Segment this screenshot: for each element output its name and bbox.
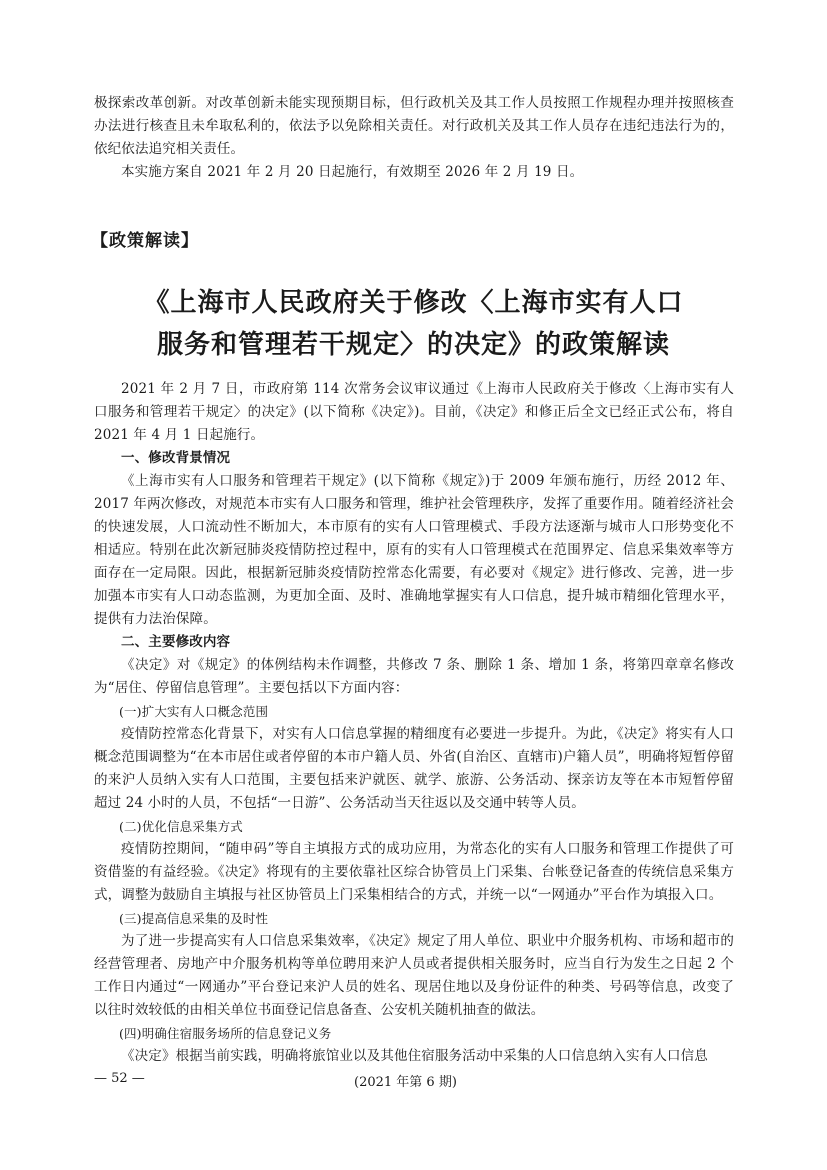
- article-body: [94, 378, 734, 1068]
- section-tag: 【政策解读】: [91, 231, 199, 251]
- issue-label: (2021 年第 6 期): [354, 1075, 457, 1090]
- paragraph-4: 《决定》根据当前实践，明确将旅馆业以及其他住宿服务活动中采集的人口信息纳入实有人口信息: [121, 1048, 708, 1064]
- content-intro-paragraph: 《决定》对《规定》的体例结构未作调整，共修改 7 条、删除 1 条、增加 1 条，将第四章章名修改为“居住、停留信息管理”。主要包括以下方面内容：: [94, 657, 734, 696]
- intro-paragraph: 2021 年 2 月 7 日，市政府第 114 次常务会议审议通过《上海市人民政府关于修改〈上海市实有人口服务和管理若干规定〉的决定》(以下简称《决定》)。目前，《决定》和修正后全文已经正式公布，将自 2021 年 4 月 1 日起施行。: [94, 381, 734, 443]
- title-line-2: 服务和管理若干规定〉的决定》的政策解读: [156, 330, 670, 360]
- article-title: [60, 282, 767, 366]
- continuation-text: [94, 92, 734, 184]
- subheading-3: (三)提高信息采集的及时性: [119, 911, 269, 926]
- page-number: — 52 —: [94, 1071, 145, 1086]
- subheading-1: (一)扩大实有人口概念范围: [119, 704, 269, 719]
- continuation-paragraph: 极探索改革创新。对改革创新未能实现预期目标，但行政机关及其工作人员按照工作规程办理并按照核查办法进行核查且未牟取私利的，依法予以免除相关责任。对行政机关及其工作人员存在违纪违法行为的，依纪依法追究相关责任。: [94, 95, 734, 157]
- paragraph-2: 疫情防控期间，“随申码”等自主填报方式的成功应用，为常态化的实有人口服务和管理工作提供了可资借鉴的有益经验。《决定》将现有的主要依靠社区综合协管员上门采集、台帐登记备查的传统信息采集方式，调整为鼓励自主填报与社区协管员上门采集相结合的方式，并统一以“一网通办”平台作为填报入口。: [94, 841, 734, 903]
- heading-content: 二、主要修改内容: [121, 634, 231, 650]
- paragraph-1: 疫情防控常态化背景下，对实有人口信息掌握的精细度有必要进一步提升。为此，《决定》将实有人口概念范围调整为“在本市居住或者停留的本市户籍人员、外省(自治区、直辖市)户籍人员”，明确将短暂停留的来沪人员纳入实有人口范围，主要包括来沪就医、就学、旅游、公务活动、探亲访友等在本市短暂停留超过 24 小时的人员，不包括“一日游”、公务活动当天往返以及交通中转等人员。: [94, 726, 734, 811]
- heading-background: 一、修改背景情况: [121, 450, 231, 466]
- paragraph-3: 为了进一步提高实有人口信息采集效率，《决定》规定了用人单位、职业中介服务机构、市场和超市的经营管理者、房地产中介服务机构等单位聘用来沪人员或者提供相关服务时，应当自行为发生之日起 2 个工作日内通过“一网通办”平台登记来沪人员的姓名、现居住地以及身份证件的种类、号码等信息，改变了以往时效较低的由相关单位书面登记信息备查、公安机关随机抽查的做法。: [94, 933, 734, 1018]
- effective-date-paragraph: 本实施方案自 2021 年 2 月 20 日起施行，有效期至 2026 年 2 月 19 日。: [121, 164, 584, 180]
- subheading-4: (四)明确住宿服务场所的信息登记义务: [119, 1026, 332, 1041]
- subheading-2: (二)优化信息采集方式: [119, 819, 243, 834]
- background-paragraph: 《上海市实有人口服务和管理若干规定》(以下简称《规定》)于 2009 年颁布施行，历经 2012 年、2017 年两次修改，对规范本市实有人口服务和管理，维护社会管理秩序，发挥了重要作用。随着经济社会的快速发展，人口流动性不断加大，本市原有的实有人口管理模式、手段方法逐渐与城市人口形势变化不相适应。特别在此次新冠肺炎疫情防控过程中，原有的实有人口管理模式在范围界定、信息采集效率等方面存在一定局限。因此，根据新冠肺炎疫情防控常态化需要，有必要对《规定》进行修改、完善，进一步加强本市实有人口动态监测，为更加全面、及时、准确地掌握实有人口信息，提升城市精细化管理水平，提供有力法治保障。: [94, 473, 734, 627]
- title-line-1: 《上海市人民政府关于修改〈上海市实有人口: [143, 288, 684, 318]
